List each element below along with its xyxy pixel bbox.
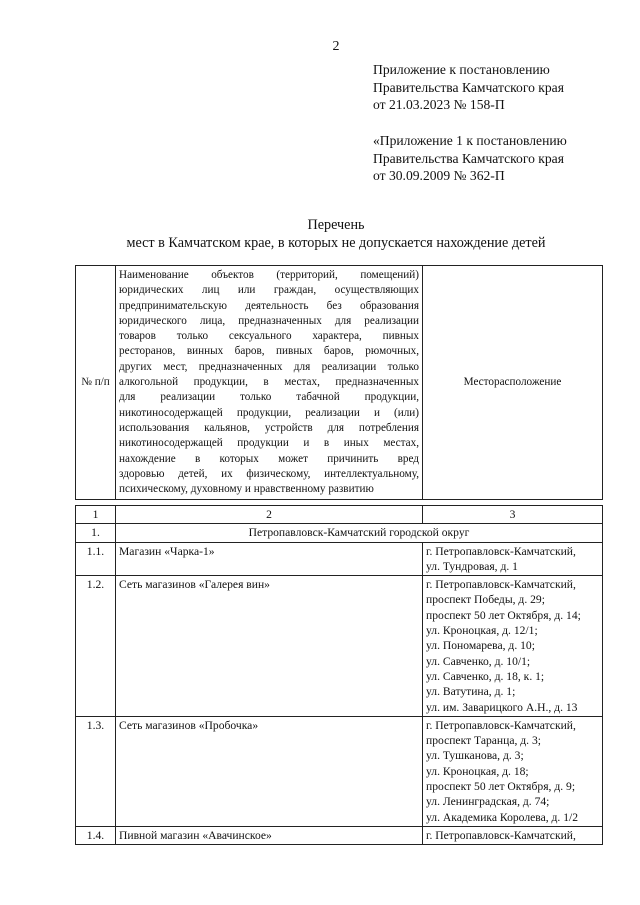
object-address	[423, 542, 603, 576]
object-address	[423, 716, 603, 826]
header-col-name	[116, 266, 423, 500]
appendix-line: Правительства Камчатского края	[373, 150, 564, 166]
address-line: ул. Савченко, д. 10/1;	[426, 654, 531, 668]
address-line: г. Петропавловск-Камчатский,	[426, 828, 576, 842]
header-col-location: Месторасположение	[423, 266, 603, 500]
appendix-line: Правительства Камчатского края	[373, 79, 564, 95]
address-line: ул. Кроноцкая, д. 12/1;	[426, 624, 538, 638]
address-line: ул. Тундровая, д. 1	[426, 559, 518, 573]
column-number: 2	[116, 506, 423, 524]
header-text-line: Наименование объектов (территорий, помещений)	[119, 269, 419, 281]
header-text-line: юридических лиц или граждан, осуществляющих	[119, 284, 419, 297]
table-row	[76, 576, 603, 717]
row-number: 1.4.	[76, 826, 116, 844]
address-line: проспект 50 лет Октября, д. 9;	[426, 780, 576, 794]
object-name: Пивной магазин «Авачинское»	[116, 826, 423, 844]
address-line: ул. им. Заварицкого А.Н., д. 13	[426, 700, 578, 714]
section-number: 1.	[76, 524, 116, 542]
appendix-line: Приложение к постановлению	[373, 62, 550, 77]
row-number: 1.3.	[76, 716, 116, 826]
header-text-line: ресторанов, винных баров, пивных баров, рюмочных,	[119, 345, 419, 358]
address-line: ул. Пономарева, д. 10;	[426, 639, 535, 653]
header-col-number: № п/п	[76, 266, 116, 500]
header-text-line: психическому, духовному и нравственному развитию	[119, 483, 374, 496]
column-number: 1	[76, 506, 116, 524]
header-text-line: никотиносодержащей продукции и в иных местах,	[119, 437, 419, 450]
header-text-line: здоровью детей, их физическому, интеллектуальному,	[119, 467, 419, 480]
document-title	[0, 216, 640, 252]
address-line: г. Петропавловск-Камчатский,	[426, 544, 576, 558]
column-number: 3	[423, 506, 603, 524]
header-text-line: алкогольной продукции, в местах, предназначенных	[119, 376, 419, 389]
page-number: 2	[332, 39, 340, 54]
appendix-header	[373, 61, 564, 114]
places-table	[75, 505, 603, 845]
object-name: Сеть магазинов «Галерея вин»	[116, 576, 423, 717]
object-name: Магазин «Чарка-1»	[116, 542, 423, 576]
address-line: г. Петропавловск-Камчатский,	[426, 718, 576, 732]
address-line: проспект 50 лет Октября, д. 14;	[426, 608, 581, 622]
header-text-line: товаров только сексуального характера, пивных	[119, 330, 419, 343]
object-name: Сеть магазинов «Пробочка»	[116, 716, 423, 826]
header-text-line: использования кальянов, устройств для потребления	[119, 421, 419, 434]
original-appendix-header	[373, 132, 567, 185]
address-line: ул. Савченко, д. 18, к. 1;	[426, 669, 545, 683]
address-line: проспект Победы, д. 29;	[426, 593, 545, 607]
appendix-line: «Приложение 1 к постановлению	[373, 133, 567, 148]
header-text-line: для реализации только табачной продукции,	[119, 391, 419, 404]
header-text-line: предпринимательскую деятельность без образования	[119, 299, 419, 312]
section-row	[76, 524, 603, 542]
title-line-2: мест в Камчатском крае, в которых не допускается нахождение детей	[126, 235, 546, 251]
header-text-line: других мест, предназначенных для реализации только	[119, 360, 419, 373]
row-number: 1.2.	[76, 576, 116, 717]
column-numbers-row	[76, 506, 603, 524]
header-text-line: юридического лица, предназначенных для реализации	[119, 314, 419, 327]
table-row	[76, 542, 603, 576]
address-line: ул. Тушканова, д. 3;	[426, 749, 524, 763]
address-line: проспект Таранца, д. 3;	[426, 734, 541, 748]
address-line: ул. Ватутина, д. 1;	[426, 685, 516, 699]
header-row	[76, 266, 603, 500]
header-table	[75, 265, 603, 500]
row-number: 1.1.	[76, 542, 116, 576]
header-text-line: нахождение в которых может причинить вред	[119, 452, 419, 465]
title-line-1: Перечень	[307, 217, 365, 233]
object-address	[423, 576, 603, 717]
appendix-line: от 21.03.2023 № 158-П	[373, 97, 505, 112]
table-row	[76, 716, 603, 826]
address-line: ул. Ленинградская, д. 74;	[426, 795, 550, 809]
address-line: г. Петропавловск-Камчатский,	[426, 578, 576, 592]
table-row	[76, 826, 603, 844]
object-address	[423, 826, 603, 844]
address-line: ул. Академика Королева, д. 1/2	[426, 810, 579, 824]
header-text-line: никотиносодержащей продукции, реализации и (или)	[119, 406, 419, 419]
section-name: Петропавловск-Камчатский городской округ	[116, 524, 603, 542]
address-line: ул. Кроноцкая, д. 18;	[426, 764, 529, 778]
appendix-line: от 30.09.2009 № 362-П	[373, 168, 505, 183]
